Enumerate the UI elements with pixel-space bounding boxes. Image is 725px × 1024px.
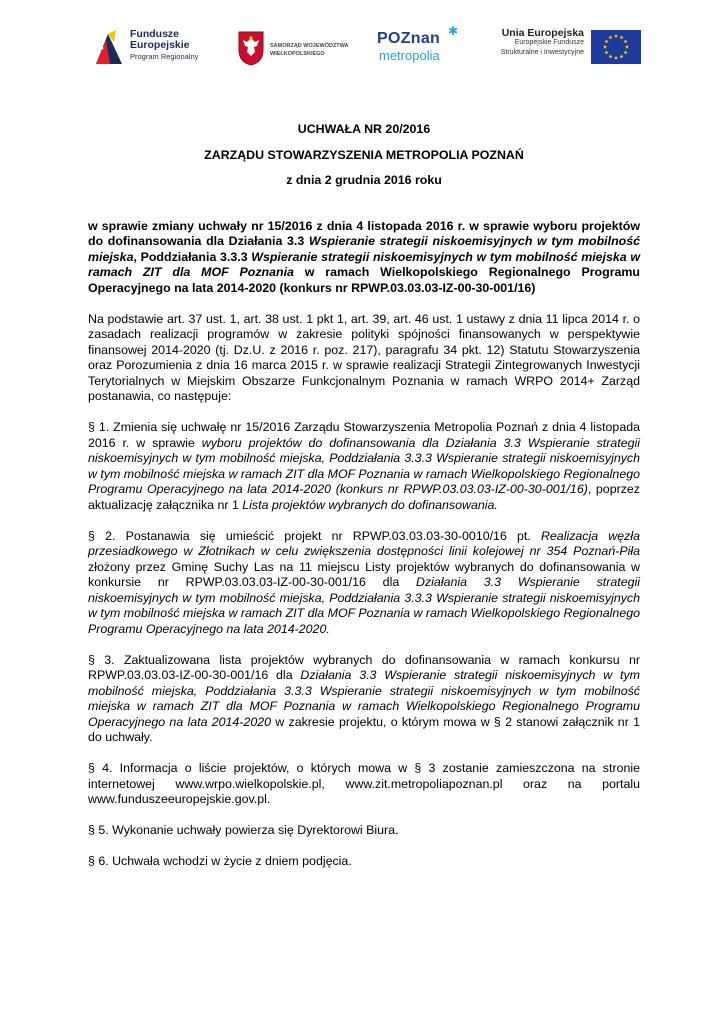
unia-line1: Unia Europejska (501, 27, 584, 39)
section-1-d: Lista projektów wybranych do dofinansowania. (242, 497, 498, 512)
subject-part-5: w ramach Wielkopolskiego Regionalnego Programu Operacyjnego na lata 2014-2020 (konkurs nr RPWP.03.03.03-IZ-00-30-001/16) (88, 265, 640, 295)
resolution-document (88, 122, 640, 870)
resolution-title: UCHWAŁA NR 20/2016 (297, 122, 431, 136)
section-3-a: § 3. Zaktualizowana lista projektów wybranych do dofinansowania w ramach konkursu nr RPWP.03.03.03-IZ-00-30-001/16 dla (88, 652, 640, 682)
poznan-metropolia-logo (373, 24, 463, 72)
logo-bar (88, 24, 648, 76)
section-1 (88, 420, 640, 513)
samorzad-wojewodztwa-logo (237, 24, 367, 72)
fundusze-line2: Europejskie (130, 39, 190, 51)
section-6: § 6. Uchwała wchodzi w życie z dniem podjęcia. (88, 854, 352, 868)
poznan-logo-text: POZnan (377, 30, 441, 47)
section-3-c: w zakresie projektu, o którym mowa w § 2 stanowi załącznik nr 1 do uchwały. (88, 714, 640, 744)
resolution-subject (88, 219, 640, 297)
section-1-c: , poprzez aktualizację załącznika nr 1 (88, 482, 640, 512)
document-heading (88, 122, 640, 189)
section-3-b: Działania 3.3 Wspieranie strategii niskoemisyjnych w tym mobilność miejska, Poddziałania 3.3.3 Wspieranie strategii niskoemisyjnych w tym mobilność miejska w ramach ZIT dla MOF Poznania w ramach Wielkopolskiego Regionalnego Programu Operacyjnego na lata 2014-2020 (88, 668, 640, 729)
unia-europejska-logo (481, 24, 651, 72)
preamble: Na podstawie art. 37 ust. 1, art. 38 ust. 1 pkt 1, art. 39, art. 46 ust. 1 ustawy z dnia 11 lipca 2014 r. o zasadach realizacji programów w zakresie polityki spójności finansowanych w perspektywie finansowej 2014-2020 (tj. Dz.U. z 2016 r. poz. 217), paragrafu 34 pkt. 12) Statutu Stowarzyszenia oraz Porozumienia z dnia 16 marca 2015 r. w sprawie realizacji Strategii Zintegrowanych Inwestycji Terytorialnych w Miejskim Obszarze Funkcjonalnym Poznania w ramach WRPO 2014+ Zarząd postanawia, co następuje: (88, 311, 640, 403)
samorzad-line2: WIELKOPOLSKIEGO (270, 51, 325, 57)
subject-part-4: Wspieranie strategii niskoemisyjnych w tym mobilność miejska w ramach ZIT dla MOF Poznania (88, 249, 640, 279)
asterisk-icon: ✱ (448, 24, 459, 38)
resolution-issuer: ZARZĄDU STOWARZYSZENIA METROPOLIA POZNAŃ (204, 147, 524, 162)
fundusze-europejskie-logo (94, 24, 214, 72)
fundusze-line1: Fundusze (130, 28, 179, 40)
section-4: § 4. Informacja o liście projektów, o których mowa w § 3 zostanie zamieszczona na stronie internetowej www.wrpo.wielkopolskie.pl, www.zit.metropoliapoznan.pl oraz na portalu www.funduszeeuropejskie.gov.pl. (88, 761, 640, 806)
subject-part-3: , Poddziałania 3.3.3 (133, 249, 252, 264)
section-2-a: § 2. Postanawia się umieścić projekt nr RPWP.03.03.03-30-0010/16 pt. (88, 528, 541, 543)
subject-part-1: w sprawie zmiany uchwały nr 15/2016 z dnia 4 listopada 2016 r. w sprawie wyboru projektów do dofinansowania dla Działania 3.3 (88, 218, 640, 248)
subject-part-2: Wspieranie strategii niskoemisyjnych w tym mobilność miejska (88, 234, 640, 264)
section-2 (88, 529, 640, 638)
fundusze-europejskie-emblem-icon (94, 26, 124, 66)
unia-line2: Europejskie Fundusze (514, 39, 584, 46)
samorzad-line1: SAMORZĄD WOJEWÓDZTWA (270, 43, 349, 49)
fundusze-line3: Program Regionalny (130, 52, 199, 61)
section-1-b: wyboru projektów do dofinansowania dla Działania 3.3 Wspieranie strategii niskoemisyjnych w tym mobilność miejska, Poddziałania 3.3.3 Wspieranie strategii niskoemisyjnych w tym mobilność miejska w ramach ZIT dla MOF Poznania w ramach Wielkopolskiego Regionalnego Programu Operacyjnego na lata 2014-2020 (konkurs nr RPWP.03.03.03-IZ-00-30-001/16) (88, 435, 640, 496)
resolution-date: z dnia 2 grudnia 2016 roku (286, 173, 442, 187)
section-2-c: złożony przez Gminę Suchy Las na 11 miejscu Listy projektów wybranych do dofinansowania w konkursie nr RPWP.03.03.03-IZ-00-30-001/16 dla (88, 559, 640, 589)
section-1-a: § 1. Zmienia się uchwałę nr 15/2016 Zarządu Stowarzyszenia Metropolia Poznań z dnia 4 listopada 2016 r. w sprawie (88, 420, 640, 450)
section-3 (88, 653, 640, 746)
eu-flag-icon (591, 30, 641, 64)
coat-of-arms-eagle-icon (237, 30, 265, 66)
section-2-b: Realizacja węzła przesiadkowego w Złotnikach w celu zwiększenia dostępności linii kolejowej nr 354 Poznań-Piła (88, 528, 640, 558)
section-2-d: Działania 3.3 Wspieranie strategii niskoemisyjnych w tym mobilność miejska, Poddziałania 3.3.3 Wspieranie strategii niskoemisyjnych w tym mobilność miejska w ramach ZIT dla MOF Poznania w ramach Wielkopolskiego Regionalnego Programu Operacyjnego na lata 2014-2020. (88, 575, 640, 636)
section-5: § 5. Wykonanie uchwały powierza się Dyrektorowi Biura. (88, 823, 399, 837)
unia-line3: Strukturalne i Inwestycyjne (500, 49, 584, 56)
metropolia-logo-text: metropolia (379, 48, 440, 63)
